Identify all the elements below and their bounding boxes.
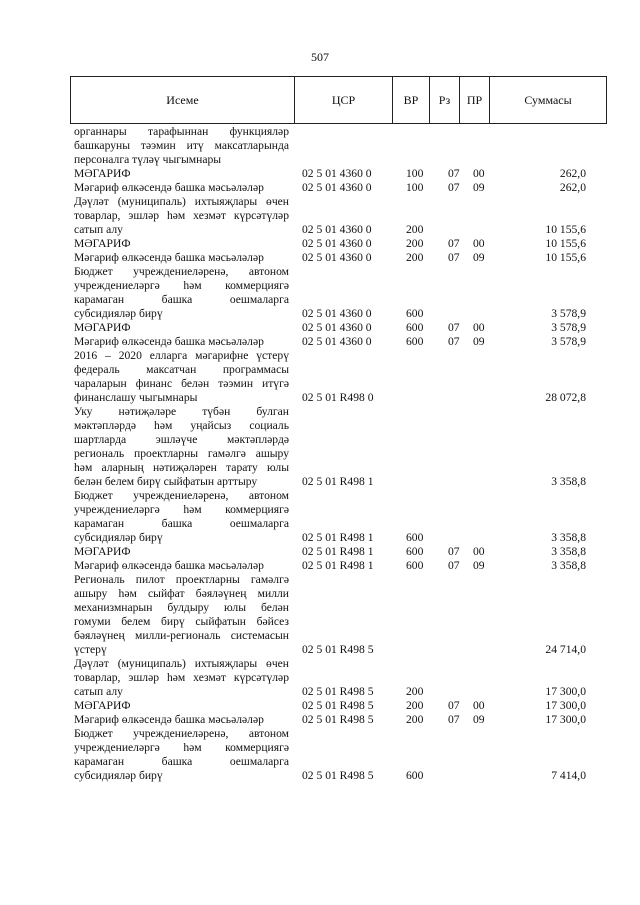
row-sum: 3 358,8 (551, 559, 586, 572)
row-name (74, 251, 289, 265)
row-name (74, 657, 289, 699)
row-name-line: үстерү (74, 643, 107, 656)
row-sum: 28 072,8 (545, 391, 586, 404)
row-name (74, 167, 289, 181)
row-sum: 3 578,9 (551, 335, 586, 348)
row-vr: 600 (406, 545, 424, 558)
row-rz: 07 (448, 713, 460, 726)
header-rz: Рз (430, 77, 460, 124)
table-row (0, 321, 640, 335)
row-pr: 09 (473, 335, 485, 348)
header-pr: ПР (460, 77, 490, 124)
row-name (74, 181, 289, 195)
table-row (0, 125, 640, 167)
row-rz: 07 (448, 545, 460, 558)
table-row (0, 195, 640, 237)
row-name-line: федераль максатчан программасы (74, 363, 289, 376)
table-row (0, 335, 640, 349)
row-csr: 02 5 01 R498 1 (302, 545, 374, 558)
row-name (74, 489, 289, 545)
row-vr: 600 (406, 335, 424, 348)
row-rz: 07 (448, 181, 460, 194)
row-csr: 02 5 01 R498 5 (302, 643, 374, 656)
row-csr: 02 5 01 4360 0 (302, 251, 372, 264)
row-name-line: МӘГАРИФ (74, 321, 131, 334)
row-name-line: финанслашу чыгымнары (74, 391, 198, 404)
row-csr: 02 5 01 R498 0 (302, 391, 374, 404)
row-sum: 262,0 (559, 167, 586, 180)
row-rz: 07 (448, 559, 460, 572)
page-number: 507 (311, 50, 329, 64)
row-sum: 3 358,8 (551, 531, 586, 544)
row-name (74, 237, 289, 251)
header-name: Исеме (71, 77, 295, 124)
row-pr: 00 (473, 699, 485, 712)
row-name-line: карамаган башка оешмаларга (74, 517, 289, 530)
row-name-line: белән белем бирү сыйфатын арттыру (74, 475, 258, 488)
header-csr: ЦСР (295, 77, 393, 124)
row-sum: 3 358,8 (551, 475, 586, 488)
row-name (74, 559, 289, 573)
row-csr: 02 5 01 4360 0 (302, 237, 372, 250)
row-sum: 3 358,8 (551, 545, 586, 558)
row-name-line: персоналга түләү чыгымнары (74, 153, 222, 166)
row-pr: 09 (473, 713, 485, 726)
row-sum: 17 300,0 (545, 713, 586, 726)
row-sum: 17 300,0 (545, 699, 586, 712)
row-name-line: Мәгариф өлкәсендә башка мәсьәләләр (74, 335, 264, 348)
row-sum: 10 155,6 (545, 237, 586, 250)
row-sum: 262,0 (559, 181, 586, 194)
row-name-line: МӘГАРИФ (74, 545, 131, 558)
row-name-line: Уку нәтиҗәләре түбән булган (74, 405, 289, 418)
row-name (74, 699, 289, 713)
row-name-line: МӘГАРИФ (74, 167, 131, 180)
row-sum: 7 414,0 (551, 769, 586, 782)
row-name (74, 349, 289, 405)
table-row (0, 405, 640, 489)
table-row (0, 489, 640, 545)
row-sum: 24 714,0 (545, 643, 586, 656)
row-name (74, 713, 289, 727)
row-name-line: башкаруны тәэмин итү максатларында (74, 139, 289, 152)
row-name (74, 335, 289, 349)
table-row (0, 349, 640, 405)
row-name-line: ашыру һәм сыйфат бәяләүнең милли (74, 587, 289, 600)
row-vr: 200 (406, 685, 424, 698)
row-name-line: учреждениеләргә һәм коммерциягә (74, 279, 289, 292)
row-name-line: Дәүләт (муниципаль) ихтыяҗлары өчен (74, 657, 289, 670)
row-name-line: чараларын финанс белән тәэмин итүгә (74, 377, 289, 390)
table-row (0, 167, 640, 181)
row-name-line: Мәгариф өлкәсендә башка мәсьәләләр (74, 181, 264, 194)
table-row (0, 181, 640, 195)
row-name (74, 125, 289, 167)
row-name-line: Бюджет учреждениеләренә, автоном (74, 489, 289, 502)
row-name-line: карамаган башка оешмаларга (74, 293, 289, 306)
row-name-line: Мәгариф өлкәсендә башка мәсьәләләр (74, 713, 264, 726)
row-csr: 02 5 01 R498 1 (302, 475, 374, 488)
row-vr: 200 (406, 251, 424, 264)
row-name (74, 321, 289, 335)
row-name-line: МӘГАРИФ (74, 237, 131, 250)
row-name (74, 195, 289, 237)
table-row (0, 713, 640, 727)
row-csr: 02 5 01 R498 1 (302, 559, 374, 572)
row-csr: 02 5 01 R498 5 (302, 685, 374, 698)
row-rz: 07 (448, 251, 460, 264)
row-csr: 02 5 01 4360 0 (302, 335, 372, 348)
row-rz: 07 (448, 335, 460, 348)
row-sum: 3 578,9 (551, 321, 586, 334)
row-name-line: карамаган башка оешмаларга (74, 755, 289, 768)
table-row (0, 727, 640, 783)
row-csr: 02 5 01 4360 0 (302, 223, 372, 236)
row-pr: 09 (473, 559, 485, 572)
row-vr: 200 (406, 713, 424, 726)
row-name-line: Региональ пилот проектларны гамәлгә (74, 573, 289, 586)
table-row (0, 545, 640, 559)
row-name-line: субсидияләр бирү (74, 531, 163, 544)
row-name-line: Мәгариф өлкәсендә башка мәсьәләләр (74, 251, 264, 264)
row-name-line: Мәгариф өлкәсендә башка мәсьәләләр (74, 559, 264, 572)
table-header (70, 76, 607, 124)
row-vr: 200 (406, 223, 424, 236)
row-name-line: бәяләүнең милли-региональ системасын (74, 629, 289, 642)
row-sum: 10 155,6 (545, 251, 586, 264)
row-rz: 07 (448, 237, 460, 250)
row-name-line: сатып алу (74, 223, 123, 236)
row-vr: 600 (406, 531, 424, 544)
row-vr: 600 (406, 559, 424, 572)
row-name-line: һәм аларның нәтиҗәләрен тарату юлы (74, 461, 289, 474)
table-row (0, 265, 640, 321)
row-name-line: учреждениеләргә һәм коммерциягә (74, 741, 289, 754)
table-row (0, 573, 640, 657)
row-name-line: товарлар, эшләр һәм хезмәт күрсәтүләр (74, 671, 289, 684)
row-vr: 600 (406, 307, 424, 320)
row-name (74, 573, 289, 657)
row-name-line: товарлар, эшләр һәм хезмәт күрсәтүләр (74, 209, 289, 222)
header-sum: Суммасы (490, 77, 607, 124)
row-pr: 00 (473, 167, 485, 180)
row-name (74, 727, 289, 783)
row-name-line: механизмнарын булдыру юлы белән (74, 601, 289, 614)
row-name-line: Бюджет учреждениеләренә, автоном (74, 727, 289, 740)
row-name-line: Дәүләт (муниципаль) ихтыяҗлары өчен (74, 195, 289, 208)
row-name (74, 405, 289, 489)
row-name-line: шартларда эшләүче мәктәпләрдә (74, 433, 289, 446)
row-pr: 09 (473, 251, 485, 264)
row-csr: 02 5 01 R498 5 (302, 713, 374, 726)
row-vr: 600 (406, 321, 424, 334)
row-csr: 02 5 01 4360 0 (302, 321, 372, 334)
row-name-line: учреждениеләргә һәм коммерциягә (74, 503, 289, 516)
row-sum: 3 578,9 (551, 307, 586, 320)
row-vr: 100 (406, 181, 424, 194)
table-row (0, 699, 640, 713)
row-vr: 200 (406, 699, 424, 712)
table-row (0, 559, 640, 573)
row-name-line: мәктәпләрдә һәм уңайсыз социаль (74, 419, 289, 432)
row-name-line: МӘГАРИФ (74, 699, 131, 712)
row-csr: 02 5 01 4360 0 (302, 167, 372, 180)
row-name-line: Бюджет учреждениеләренә, автоном (74, 265, 289, 278)
row-rz: 07 (448, 167, 460, 180)
row-name-line: органнары тарафыннан функцияләр (74, 125, 289, 138)
row-name-line: 2016 – 2020 елларга мәгарифне үстерү (74, 349, 289, 362)
row-pr: 09 (473, 181, 485, 194)
row-csr: 02 5 01 4360 0 (302, 307, 372, 320)
row-vr: 100 (406, 167, 424, 180)
row-pr: 00 (473, 237, 485, 250)
table-row (0, 657, 640, 699)
row-csr: 02 5 01 R498 5 (302, 699, 374, 712)
row-name-line: субсидияләр бирү (74, 307, 163, 320)
row-name-line: региональ проектларны гамәлгә ашыру (74, 447, 289, 460)
row-pr: 00 (473, 545, 485, 558)
row-name (74, 545, 289, 559)
row-vr: 200 (406, 237, 424, 250)
row-name-line: гомуми белем бирү сыйфатын бәйсез (74, 615, 289, 628)
row-name-line: сатып алу (74, 685, 123, 698)
row-sum: 10 155,6 (545, 223, 586, 236)
row-name-line: субсидияләр бирү (74, 769, 163, 782)
row-rz: 07 (448, 321, 460, 334)
row-name (74, 265, 289, 321)
row-csr: 02 5 01 R498 1 (302, 531, 374, 544)
header-vr: ВР (393, 77, 430, 124)
row-csr: 02 5 01 4360 0 (302, 181, 372, 194)
row-pr: 00 (473, 321, 485, 334)
row-sum: 17 300,0 (545, 685, 586, 698)
table-body (0, 125, 640, 783)
row-vr: 600 (406, 769, 424, 782)
row-rz: 07 (448, 699, 460, 712)
table-row (0, 251, 640, 265)
table-row (0, 237, 640, 251)
row-csr: 02 5 01 R498 5 (302, 769, 374, 782)
